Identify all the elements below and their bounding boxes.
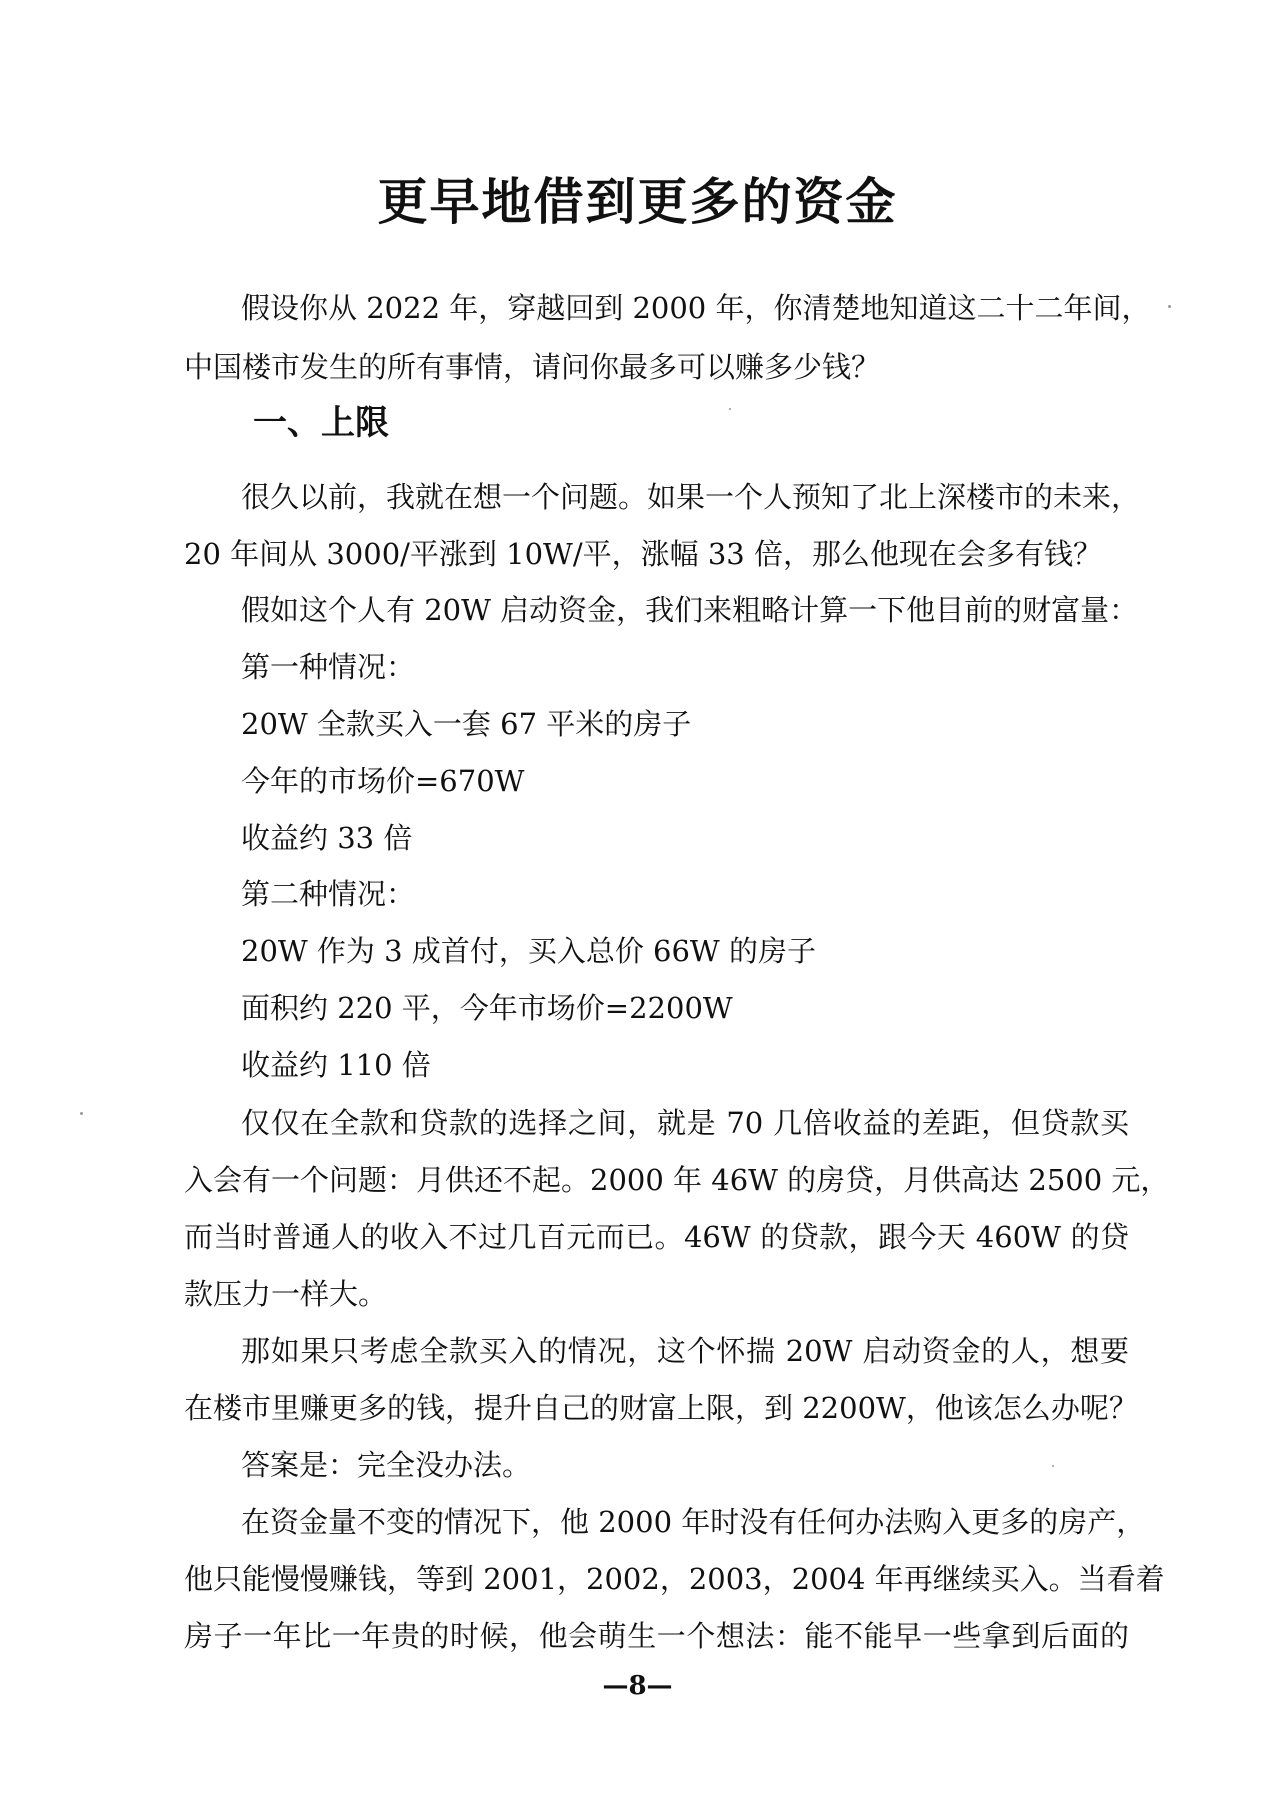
paragraph-line: 今年的市场价=670W [241, 764, 525, 798]
paragraph-line: 中国楼市发生的所有事情，请问你最多可以赚多少钱？ [184, 350, 881, 384]
paragraph-line: 假设你从 2022 年，穿越回到 2000 年，你清楚地知道这二十二年间， [241, 291, 1151, 325]
paragraph-line: 假如这个人有 20W 启动资金，我们来粗略计算一下他目前的财富量： [241, 593, 1139, 627]
section-heading: 一、上限 [253, 403, 389, 443]
paragraph-line: 款压力一样大。 [184, 1277, 388, 1311]
paragraph-line: 在资金量不变的情况下，他 2000 年时没有任何办法购入更多的房产， [241, 1505, 1146, 1539]
paragraph-line: 20 年间从 3000/平涨到 10W/平，涨幅 33 倍，那么他现在会多有钱？ [184, 537, 1102, 571]
paragraph-line: 他只能慢慢赚钱，等到 2001，2002，2003，2004 年再继续买入。当看着 [184, 1562, 1165, 1596]
paragraph-line: 20W 作为 3 成首付，买入总价 66W 的房子 [241, 934, 816, 968]
paragraph-line: 第一种情况： [241, 650, 416, 684]
paragraph-line: 那如果只考虑全款买入的情况，这个怀揣 20W 启动资金的人，想要 [241, 1334, 1129, 1368]
scan-speck [1052, 1465, 1054, 1467]
paragraph-line: 第二种情况： [241, 877, 416, 911]
scan-speck [1168, 305, 1171, 308]
paragraph-line: 仅仅在全款和贷款的选择之间，就是 70 几倍收益的差距，但贷款买 [241, 1106, 1129, 1140]
paragraph-line: 房子一年比一年贵的时候，他会萌生一个想法：能不能早一些拿到后面的 [184, 1619, 1129, 1653]
paragraph-line: 收益约 110 倍 [241, 1048, 431, 1082]
paragraph-line: 而当时普通人的收入不过几百元而已。46W 的贷款，跟今天 460W 的贷 [184, 1220, 1129, 1254]
paragraph-line: 在楼市里赚更多的钱，提升自己的财富上限，到 2200W，他该怎么办呢？ [184, 1391, 1138, 1425]
paragraph-line: 面积约 220 平，今年市场价=2200W [241, 991, 733, 1025]
paragraph-line: 20W 全款买入一套 67 平米的房子 [241, 707, 692, 741]
scan-speck [80, 1112, 83, 1115]
page-title: 更早地借到更多的资金 [377, 173, 898, 231]
paragraph-line: 入会有一个问题：月供还不起。2000 年 46W 的房贷，月供高达 2500 元， [184, 1163, 1170, 1197]
scan-speck [729, 408, 731, 410]
paragraph-line: 答案是：完全没办法。 [241, 1448, 532, 1482]
paragraph-line: 收益约 33 倍 [241, 821, 413, 855]
paragraph-line: 很久以前，我就在想一个问题。如果一个人预知了北上深楼市的未来， [241, 480, 1141, 514]
page-number: —8— [602, 1671, 673, 1701]
